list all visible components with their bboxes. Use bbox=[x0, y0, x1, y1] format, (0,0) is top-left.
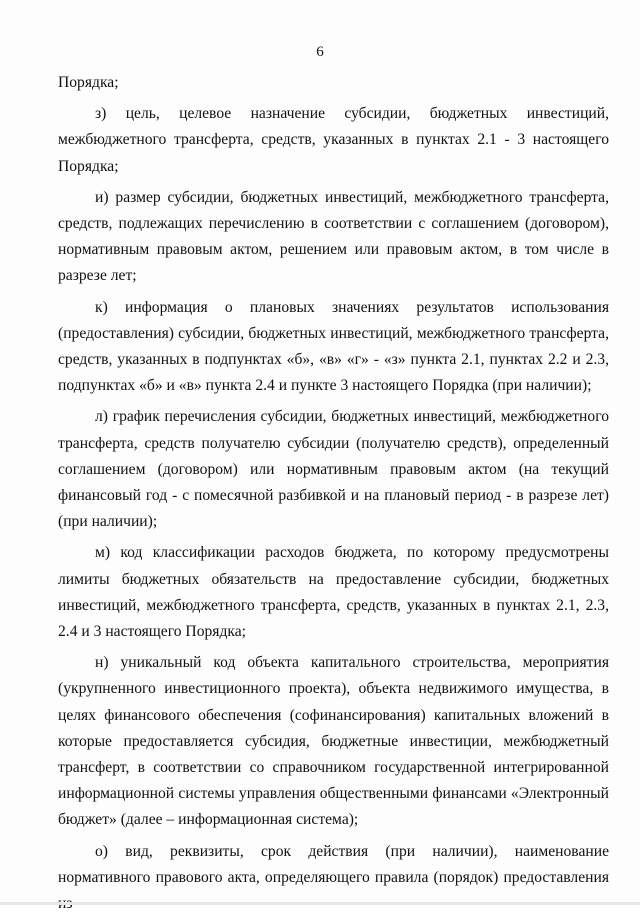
paragraph-item-i: и) размер субсидии, бюджетных инвестиций, межбюджетного трансферта, средств, подлежащих перечислению в соответствии с соглашением (договором), нормативным правовым актом, решением или правовым актом, в том числе в разрезе лет; bbox=[58, 188, 609, 285]
page-number: 6 bbox=[316, 44, 324, 60]
paragraph-item-l: л) график перечисления субсидии, бюджетных инвестиций, межбюджетного трансферта, средств получателю субсидии (получателю средств), определенный соглашением (договором) или нормативным правовым актом (на текущий финансовый год - с помесячной разбивкой и на плановый период - в разрезе лет) (при наличии); bbox=[58, 408, 609, 531]
paragraph-item-z: з) цель, целевое назначение субсидии, бюджетных инвестиций, межбюджетного трансферта, средств, указанных в пунктах 2.1 - 3 настоящего Порядка; bbox=[58, 105, 609, 175]
paragraph-item-o: о) вид, реквизиты, срок действия (при наличии), наименование нормативного правового акта, определяющего правила (порядок) предоставления bbox=[58, 842, 609, 886]
paragraph-item-n: н) уникальный код объекта капитального строительства, мероприятия (укрупненного инвестиционного проекта), объекта недвижимого имущества, в целях финансового обеспечения (софинансирования) капитальных вложений в которые предоставляется субсидия, бюджетные инвестиции, межбюджетный трансферт, в соответствии со справочником государственной интегрированной информационной системы управления общественными финансами «Электронный бюджет» (далее – информационная система); bbox=[58, 654, 609, 829]
paragraph-continuation: Порядка; bbox=[58, 74, 119, 91]
document-body bbox=[58, 70, 609, 917]
paragraph-item-k: к) информация о плановых значениях результатов использования (предоставления) субсидии, бюджетных инвестиций, межбюджетного трансферта, средств, указанных в подпунктах «б», «в» «г» - «з» пункта 2.1, пунктах 2.2 и 2.3, подпунктах «б» и «в» пункта 2.4 и пункте 3 настоящего Порядка (при наличии); bbox=[58, 298, 609, 395]
paragraph-item-m: м) код классификации расходов бюджета, по которому предусмотрены лимиты бюджетных обязательств на предоставление субсидии, бюджетных инвестиций, межбюджетного трансферта, средств, указанных в пунктах 2.1, 2.3, 2.4 и 3 настоящего Порядка; bbox=[58, 544, 609, 641]
